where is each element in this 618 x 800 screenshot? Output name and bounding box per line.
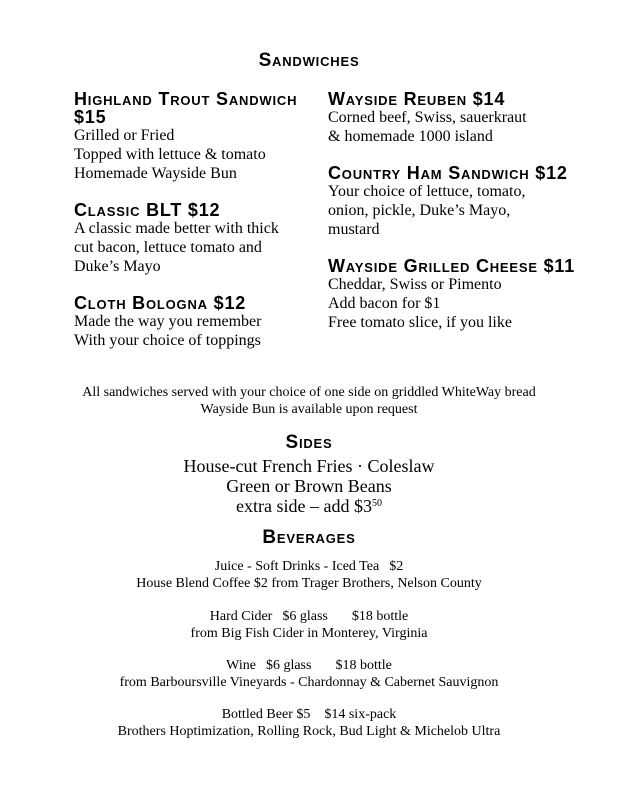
item-desc: mustard — [328, 221, 380, 238]
item-name: Country Ham Sandwich $12 — [328, 163, 568, 183]
beverage-price-single: Bottled Beer $5 — [221, 707, 311, 722]
menu-item-grilled-cheese — [328, 257, 578, 332]
beverage-line — [0, 657, 618, 674]
sandwiches-left-column — [74, 90, 324, 368]
beverage-line: Brothers Hoptimization, Rolling Rock, Bud Light & Michelob Ultra — [117, 724, 501, 739]
beverage-line: from Barboursville Vineyards - Chardonnay & Cabernet Sauvignon — [119, 675, 499, 690]
item-desc: onion, pickle, Duke’s Mayo, — [328, 202, 511, 219]
item-desc: Add bacon for $1 — [328, 295, 441, 312]
sides-line: House-cut French Fries · Coleslaw — [183, 456, 435, 476]
item-name: Cloth Bologna $12 — [74, 293, 247, 313]
beverage-price-pack: $14 six-pack — [324, 707, 397, 722]
item-name: Wayside Reuben $14 — [328, 89, 506, 109]
sides-line: Green or Brown Beans — [226, 476, 392, 496]
menu-item-highland-trout — [74, 90, 324, 183]
item-desc: Your choice of lettuce, tomato, — [328, 183, 526, 200]
beverage-name: Juice - Soft Drinks - Iced Tea — [214, 559, 380, 574]
sandwiches-heading: Sandwiches — [258, 50, 360, 71]
item-desc: Made the way you remember — [74, 313, 262, 330]
menu-item-classic-blt — [74, 201, 324, 276]
beverage-cider — [0, 608, 618, 642]
item-desc: Duke’s Mayo — [74, 258, 161, 275]
beverage-price-bottle: $18 bottle — [335, 658, 392, 673]
menu-item-country-ham — [328, 164, 578, 239]
beverage-line: House Blend Coffee $2 from Trager Brothers, Nelson County — [136, 576, 482, 591]
sides-list — [0, 456, 618, 516]
item-desc: With your choice of toppings — [74, 332, 261, 349]
extra-side-line — [0, 496, 618, 516]
beverage-price-glass: $6 glass — [265, 658, 312, 673]
beverage-price-glass: $6 glass — [282, 609, 328, 624]
item-name: Highland Trout Sandwich $15 — [74, 89, 298, 127]
sides-heading: Sides — [285, 432, 333, 453]
item-desc: A classic made better with thick — [74, 220, 279, 237]
menu-item-wayside-reuben — [328, 90, 578, 146]
menu-item-cloth-bologna — [74, 294, 324, 350]
beverage-wine — [0, 657, 618, 691]
item-desc: Corned beef, Swiss, sauerkraut — [328, 109, 527, 126]
item-desc: cut bacon, lettuce tomato and — [74, 239, 262, 256]
beverage-line — [0, 706, 618, 723]
item-desc: Topped with lettuce & tomato — [74, 146, 266, 163]
item-desc: Homemade Wayside Bun — [74, 165, 237, 182]
extra-side-text: extra side – add $3 — [236, 496, 372, 516]
beverage-price: $2 — [389, 559, 404, 574]
note-line: All sandwiches served with your choice of one side on griddled WhiteWay bread — [82, 385, 536, 400]
item-name: Classic BLT $12 — [74, 200, 221, 220]
beverage-line: from Big Fish Cider in Monterey, Virginia — [190, 626, 428, 641]
extra-side-cents: 50 — [371, 498, 382, 509]
beverage-name: Hard Cider — [209, 609, 273, 624]
beverage-name: Wine — [226, 658, 256, 673]
item-desc: Cheddar, Swiss or Pimento — [328, 276, 502, 293]
sandwich-note — [0, 384, 618, 418]
beverage-beer — [0, 706, 618, 740]
item-desc: Free tomato slice, if you like — [328, 314, 512, 331]
beverage-line — [0, 558, 618, 575]
sandwiches-right-column — [328, 90, 578, 350]
item-name: Wayside Grilled Cheese $11 — [328, 256, 576, 276]
beverages-heading: Beverages — [262, 527, 356, 548]
item-desc: & homemade 1000 island — [328, 128, 493, 145]
note-line: Wayside Bun is available upon request — [200, 402, 418, 417]
item-desc: Grilled or Fried — [74, 127, 175, 144]
beverage-soft-drinks — [0, 558, 618, 592]
beverage-line — [0, 608, 618, 625]
beverage-price-bottle: $18 bottle — [351, 609, 409, 624]
